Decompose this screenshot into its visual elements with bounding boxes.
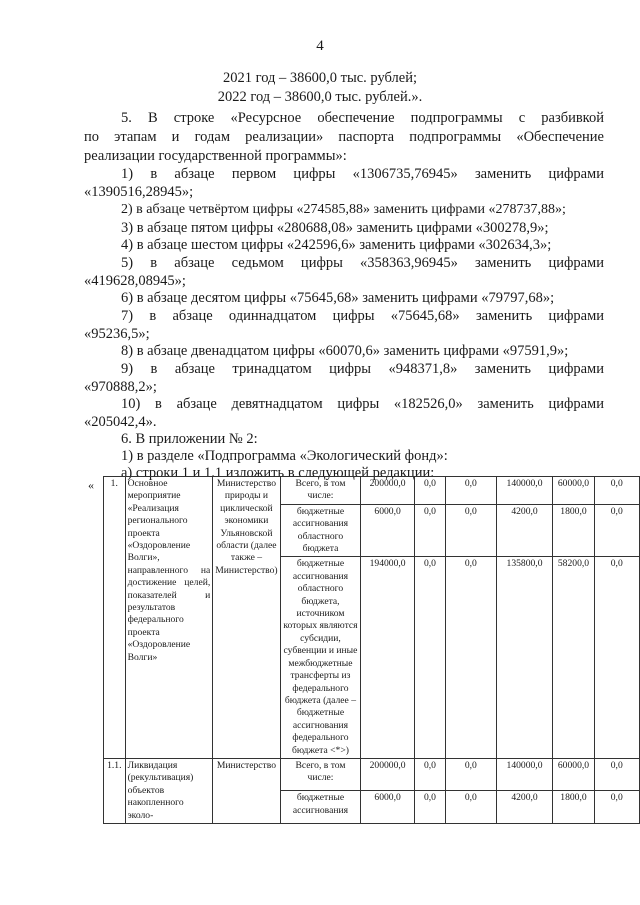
subitem-6: 6) в абзаце десятом цифры «75645,68» заменить цифрами «79797,68»;	[121, 290, 555, 306]
row1-source-regional: бюджетные ассигнования областного бюджета	[280, 504, 361, 557]
row1-total-v5: 60000,0	[553, 477, 594, 505]
item5-line2: по этапам и годам реализации» паспорта подпрограммы «Обеспечение	[84, 129, 604, 145]
row1-executor: Министерство природы и циклической экономики Ульяновской области (далее также – Министерство)	[213, 477, 280, 759]
row2-source-total: Всего, в том числе:	[280, 758, 361, 791]
row1-name: Основное мероприятие «Реализация регионального проекта «Оздоровление Волги», направленного на достижение целей, показателей и результатов федерального проекта «Оздоровление Волги»	[125, 477, 213, 759]
row1-regional-v1: 6000,0	[361, 504, 415, 557]
subitem-1-a: 1) в абзаце первом цифры «1306735,76945» заменить цифрами	[121, 166, 604, 182]
item5-line1: 5. В строке «Ресурсное обеспечение подпрограммы с разбивкой	[121, 110, 604, 126]
table-row	[104, 758, 640, 791]
row2-executor: Министерство	[213, 758, 280, 823]
row2-total-v4: 140000,0	[496, 758, 553, 791]
intro-line-1: 2021 год – 38600,0 тыс. рублей;	[222, 70, 418, 86]
row1-federal-v4: 135800,0	[496, 557, 553, 759]
subitem-2: 2) в абзаце четвёртом цифры «274585,88» заменить цифрами «278737,88»;	[121, 202, 566, 217]
item6-sub1: 1) в разделе «Подпрограмма «Экологический фонд»:	[121, 448, 448, 464]
page-number: 4	[316, 38, 324, 54]
row2-regional-v2: 0,0	[414, 791, 445, 824]
row1-total-v2: 0,0	[414, 477, 445, 505]
subitem-10-a: 10) в абзаце девятнадцатом цифры «182526,0» заменить цифрами	[121, 396, 604, 412]
subitem-5-b: «419628,08945»;	[84, 273, 186, 289]
row2-regional-v6: 0,0	[594, 791, 640, 824]
subitem-7-b: «95236,5»;	[84, 326, 150, 342]
row2-total-v3: 0,0	[446, 758, 496, 791]
row2-source-regional: бюджетные ассигнования	[280, 791, 361, 824]
subitem-3: 3) в абзаце пятом цифры «280688,08» заменить цифрами «300278,9»;	[121, 220, 549, 236]
row2-total-v2: 0,0	[414, 758, 445, 791]
row1-total-v4: 140000,0	[496, 477, 553, 505]
row1-federal-v2: 0,0	[414, 557, 445, 759]
subitem-10-b: «205042,4».	[84, 414, 157, 430]
row1-total-v6: 0,0	[594, 477, 640, 505]
row1-num: 1.	[104, 477, 126, 759]
intro-line-2: 2022 год – 38600,0 тыс. рублей.».	[217, 89, 423, 105]
row2-total-v1: 200000,0	[361, 758, 415, 791]
subitem-8: 8) в абзаце двенадцатом цифры «60070,6» заменить цифрами «97591,9»;	[121, 343, 569, 359]
row1-regional-v3: 0,0	[446, 504, 496, 557]
row2-regional-v4: 4200,0	[496, 791, 553, 824]
row1-federal-v3: 0,0	[446, 557, 496, 759]
row1-federal-v1: 194000,0	[361, 557, 415, 759]
row2-regional-v1: 6000,0	[361, 791, 415, 824]
row2-regional-v5: 1800,0	[553, 791, 594, 824]
appendix-table	[103, 476, 640, 824]
row1-regional-v5: 1800,0	[553, 504, 594, 557]
row1-federal-v5: 58200,0	[553, 557, 594, 759]
subitem-9-a: 9) в абзаце тринадцатом цифры «948371,8» заменить цифрами	[121, 361, 604, 377]
row2-num: 1.1.	[104, 758, 126, 823]
item5-line3: реализации государственной программы»:	[84, 148, 347, 164]
row1-total-v3: 0,0	[446, 477, 496, 505]
row2-regional-v3: 0,0	[446, 791, 496, 824]
row1-regional-v6: 0,0	[594, 504, 640, 557]
subitem-4: 4) в абзаце шестом цифры «242596,6» заменить цифрами «302634,3»;	[121, 237, 552, 253]
item6-title: 6. В приложении № 2:	[121, 431, 258, 447]
subitem-1-b: «1390516,28945»;	[84, 184, 194, 200]
row1-regional-v2: 0,0	[414, 504, 445, 557]
row1-federal-v6: 0,0	[594, 557, 640, 759]
opening-quote: «	[88, 478, 94, 492]
row2-name: Ликвидация (рекультивация) объектов накопленного эколо-	[125, 758, 213, 823]
row1-source-total: Всего, в том числе:	[280, 477, 361, 505]
row2-total-v5: 60000,0	[553, 758, 594, 791]
subitem-7-a: 7) в абзаце одиннадцатом цифры «75645,68» заменить цифрами	[121, 308, 604, 324]
table-row	[104, 477, 640, 505]
row1-regional-v4: 4200,0	[496, 504, 553, 557]
row2-total-v6: 0,0	[594, 758, 640, 791]
row1-total-v1: 200000,0	[361, 477, 415, 505]
subitem-5-a: 5) в абзаце седьмом цифры «358363,96945» заменить цифрами	[121, 255, 604, 271]
subitem-9-b: «970888,2»;	[84, 379, 157, 395]
row1-source-federal: бюджетные ассигнования областного бюджета, источником которых являются субсидии, субвенции и иные межбюджетные трансферты из федерального бюджета (далее – бюджетные ассигнования федерального бюджета <*>)	[280, 557, 361, 759]
item6-suba: а) строки 1 и 1.1 изложить в следующей редакции:	[121, 465, 435, 481]
